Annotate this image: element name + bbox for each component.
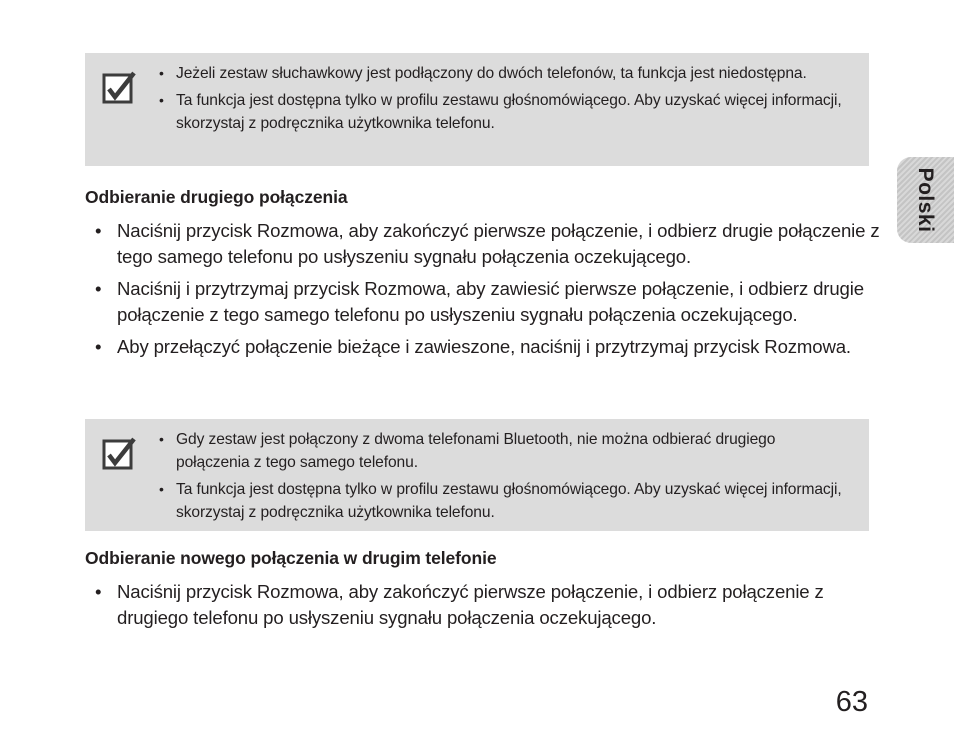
note-item: • Ta funkcja jest dostępna tylko w profilu zestawu głośnomówiącego. Aby uzyskać więcej informacji, skorzystaj z podręcznika użytkownika telefonu. (157, 89, 849, 135)
checkbox-check-icon (102, 71, 136, 105)
list-item: • Aby przełączyć połączenie bieżące i zawieszone, naciśnij i przytrzymaj przycisk Rozmowa. (94, 334, 884, 360)
note-item: • Jeżeli zestaw słuchawkowy jest podłączony do dwóch telefonów, ta funkcja jest niedostępna. (157, 62, 849, 85)
note-list (157, 428, 849, 528)
language-tab (897, 157, 954, 243)
section-title: Odbieranie nowego połączenia w drugim telefonie (85, 548, 497, 568)
page-number: 63 (835, 686, 868, 718)
note-box-1 (85, 53, 869, 166)
note-list (157, 62, 849, 139)
checkbox-check-icon (102, 437, 136, 471)
section-list (94, 579, 884, 637)
section-title: Odbieranie drugiego połączenia (85, 187, 348, 207)
section-list (94, 218, 884, 366)
list-item: • Naciśnij przycisk Rozmowa, aby zakończyć pierwsze połączenie, i odbierz połączenie z drugiego telefonu po usłyszeniu sygnału połączenia oczekującego. (94, 579, 884, 631)
list-item: • Naciśnij i przytrzymaj przycisk Rozmowa, aby zawiesić pierwsze połączenie, i odbierz drugie połączenie z tego samego telefonu po usłyszeniu sygnału połączenia oczekującego. (94, 276, 884, 328)
note-item: • Ta funkcja jest dostępna tylko w profilu zestawu głośnomówiącego. Aby uzyskać więcej informacji, skorzystaj z podręcznika użytkownika telefonu. (157, 478, 849, 524)
language-tab-label: Polski (914, 167, 937, 233)
note-box-2 (85, 419, 869, 531)
list-item: • Naciśnij przycisk Rozmowa, aby zakończyć pierwsze połączenie, i odbierz drugie połączenie z tego samego telefonu po usłyszeniu sygnału połączenia oczekującego. (94, 218, 884, 270)
note-item: • Gdy zestaw jest połączony z dwoma telefonami Bluetooth, nie można odbierać drugiego połączenia z tego samego telefonu. (157, 428, 849, 474)
